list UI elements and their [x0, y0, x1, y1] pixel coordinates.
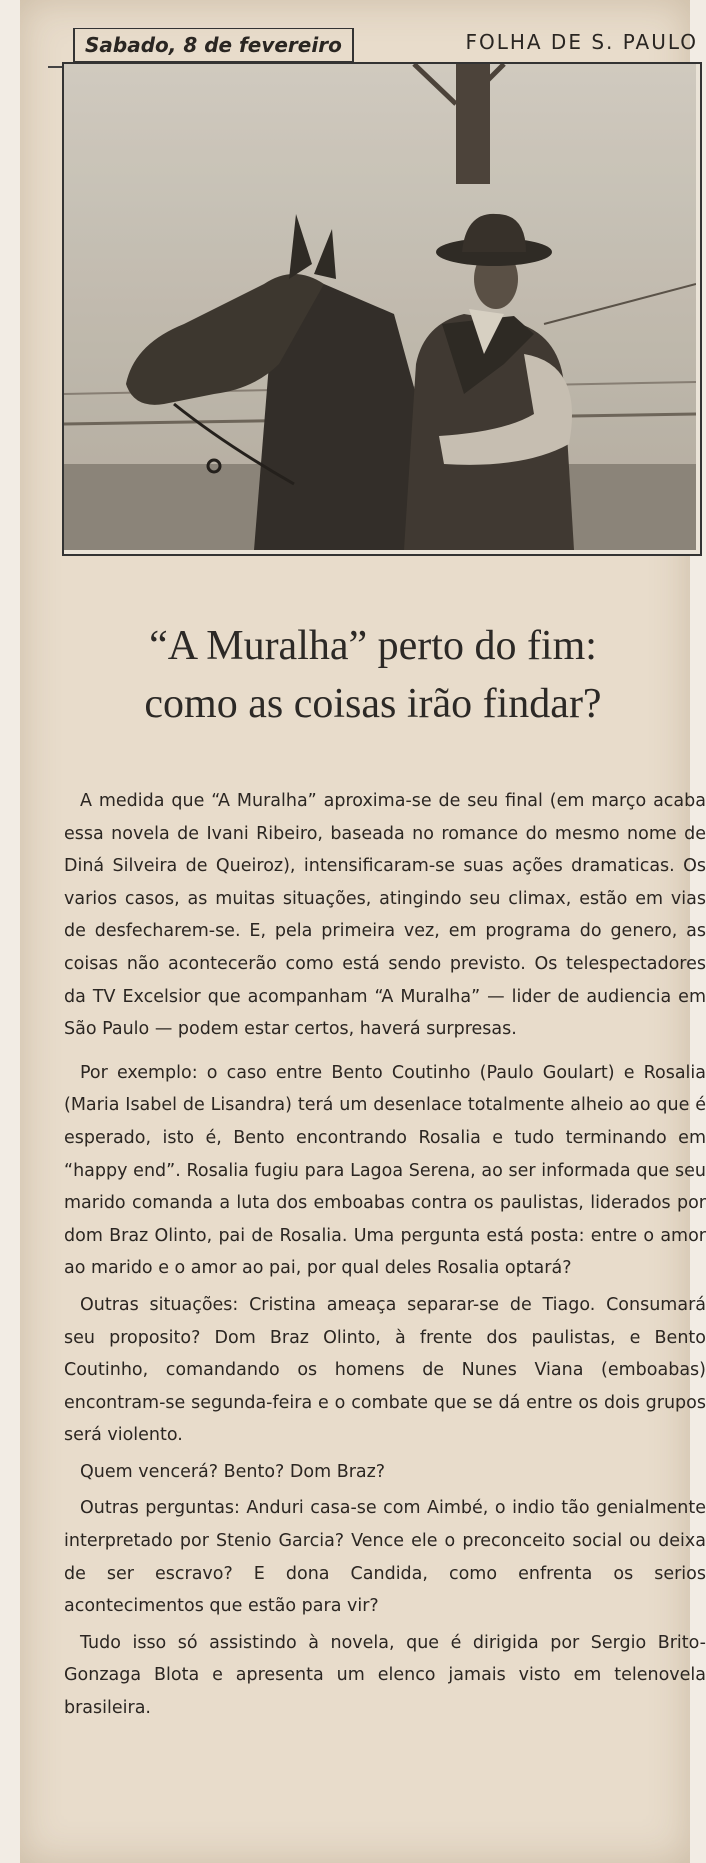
masthead	[48, 14, 698, 68]
paragraph: Outras perguntas: Anduri casa-se com Aimbé, o indio tão genialmente interpretado por Stenio Garcia? Vence ele o preconceito social ou deixa de ser escravo? E dona Candida, como enfrenta os serios acontecimentos que estão para vir?	[64, 1498, 706, 1617]
paragraph: Tudo isso só assistindo à novela, que é dirigida por Sergio Brito-Gonzaga Blota e apresenta um elenco jamais visto em telenovela brasileira.	[64, 1632, 706, 1719]
newspaper-clipping	[20, 0, 706, 1863]
paragraph: Quem vencerá? Bento? Dom Braz?	[80, 1461, 386, 1482]
article-body	[64, 785, 706, 1729]
headline-line-1: “A Muralha” perto do fim:	[149, 623, 597, 669]
horse-and-rider-photo	[62, 62, 702, 556]
photo-image	[64, 64, 696, 550]
article-headline	[60, 617, 686, 733]
publication-date: Sabado, 8 de fevereiro	[73, 28, 354, 63]
newspaper-name: FOLHA DE S. PAULO	[465, 30, 698, 54]
paragraph: Por exemplo: o caso entre Bento Coutinho (Paulo Goulart) e Rosalia (Maria Isabel de Lisandra) terá um desenlace totalmente alheio ao que é esperado, isto é, Bento encontrando Rosalia e tudo terminando em “happy end”. Rosalia fugiu para Lagoa Serena, ao ser informada que seu marido comanda a luta dos emboabas contra os paulistas, liderados por dom Braz Olinto, pai de Rosalia. Uma pergunta está posta: entre o amor ao marido e o amor ao pai, por qual deles Rosalia optará?	[64, 1062, 706, 1279]
paragraph: A medida que “A Muralha” aproxima-se de seu final (em março acaba essa novela de Ivani Ribeiro, baseada no romance do mesmo nome de Diná Silveira de Queiroz), intensificaram-se suas ações dramaticas. Os varios casos, as muitas situações, atingindo seu climax, estão em vias de desfecharem-se. E, pela primeira vez, em programa do genero, as coisas não acontecerão como está sendo previsto. Os telespectadores da TV Excelsior que acompanham “A Muralha” — lider de audiencia em São Paulo — podem estar certos, haverá surpresas.	[64, 791, 706, 1040]
paragraph: Outras situações: Cristina ameaça separar-se de Tiago. Consumará seu proposito? Dom Braz Olinto, à frente dos paulistas, e Bento Coutinho, comandando os homens de Nunes Viana (emboabas) encontram-se segunda-feira e o combate que se dá entre os dois grupos será violento.	[64, 1294, 706, 1446]
headline-line-2: como as coisas irão findar?	[144, 681, 602, 727]
